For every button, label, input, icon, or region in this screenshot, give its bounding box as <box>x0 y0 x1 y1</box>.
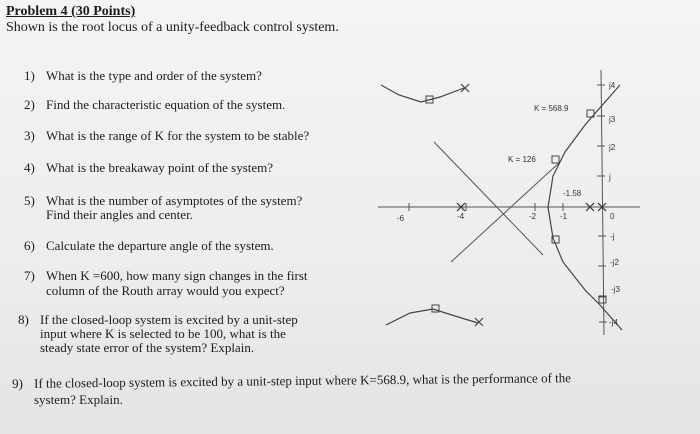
imag-tick-label: j2 <box>609 143 616 152</box>
real-tick-label: -1 <box>560 212 568 221</box>
question-8-line-2: input where K is selected to be 100, what is the <box>40 326 286 341</box>
question-text: Find the characteristic equation of the system. <box>46 97 286 112</box>
question-7 <box>24 268 308 284</box>
real-tick-label: -4 <box>457 212 465 221</box>
root-locus-plot <box>370 60 695 360</box>
question-6 <box>24 238 274 254</box>
question-9 <box>12 370 571 392</box>
question-text: What is the type and order of the system? <box>46 68 262 83</box>
question-number: 5) <box>24 193 35 208</box>
imag-tick-label: j <box>609 173 611 182</box>
imag-tick-label: j4 <box>609 81 616 90</box>
question-7-line-2: column of the Routh array would you expect? <box>46 283 285 298</box>
problem-subtitle: Shown is the root locus of a unity-feedback control system. <box>6 20 339 35</box>
question-text: What is the number of asymptotes of the system? <box>46 193 303 208</box>
question-number: 4) <box>24 160 35 175</box>
question-4 <box>24 160 273 176</box>
k-126-label: K = 126 <box>508 155 536 164</box>
real-tick-label: -2 <box>529 212 537 221</box>
imag-tick-label: -j3 <box>611 285 620 294</box>
imag-tick-label: -j2 <box>610 258 619 267</box>
question-3 <box>24 128 309 144</box>
problem-title: Problem 4 (30 Points) <box>6 4 136 19</box>
left-upper-branch <box>381 85 464 102</box>
real-tick-label: 0 <box>610 212 615 221</box>
question-number: 8) <box>18 312 29 327</box>
right-lower-branch <box>548 207 622 330</box>
question-number: 9) <box>12 375 24 391</box>
question-number: 1) <box>24 68 35 83</box>
question-number: 3) <box>24 128 35 143</box>
question-1 <box>24 68 262 84</box>
question-number: 2) <box>24 97 35 112</box>
question-text: When K =600, how many sign changes in the first <box>46 268 308 283</box>
question-5-line-2: Find their angles and center. <box>46 207 193 222</box>
question-text: Calculate the departure angle of the system. <box>46 238 274 253</box>
imaginary-axis <box>601 70 604 335</box>
k-568-label: K = 568.9 <box>534 104 569 113</box>
breakaway-label: -1.58 <box>563 189 582 198</box>
imag-tick-label: j3 <box>609 115 616 124</box>
question-8-line-3: steady state error of the system? Explain. <box>40 340 255 355</box>
imag-tick-label: -j <box>610 232 615 241</box>
question-text: If the closed-loop system is excited by a unit-step <box>40 312 298 327</box>
imag-tick-label: -j4 <box>609 318 618 327</box>
question-number: 6) <box>24 238 35 253</box>
question-text: If the closed-loop system is excited by a unit-step input where K=568.9, what is the performance of the <box>33 370 572 391</box>
question-9-line-2: system? Explain. <box>34 392 123 407</box>
question-2 <box>24 97 285 113</box>
k-marker <box>552 156 559 163</box>
real-tick-label: -6 <box>397 214 405 223</box>
question-text: What is the range of K for the system to be stable? <box>46 128 310 143</box>
question-text: What is the breakaway point of the system? <box>46 160 274 175</box>
question-number: 7) <box>24 268 35 283</box>
